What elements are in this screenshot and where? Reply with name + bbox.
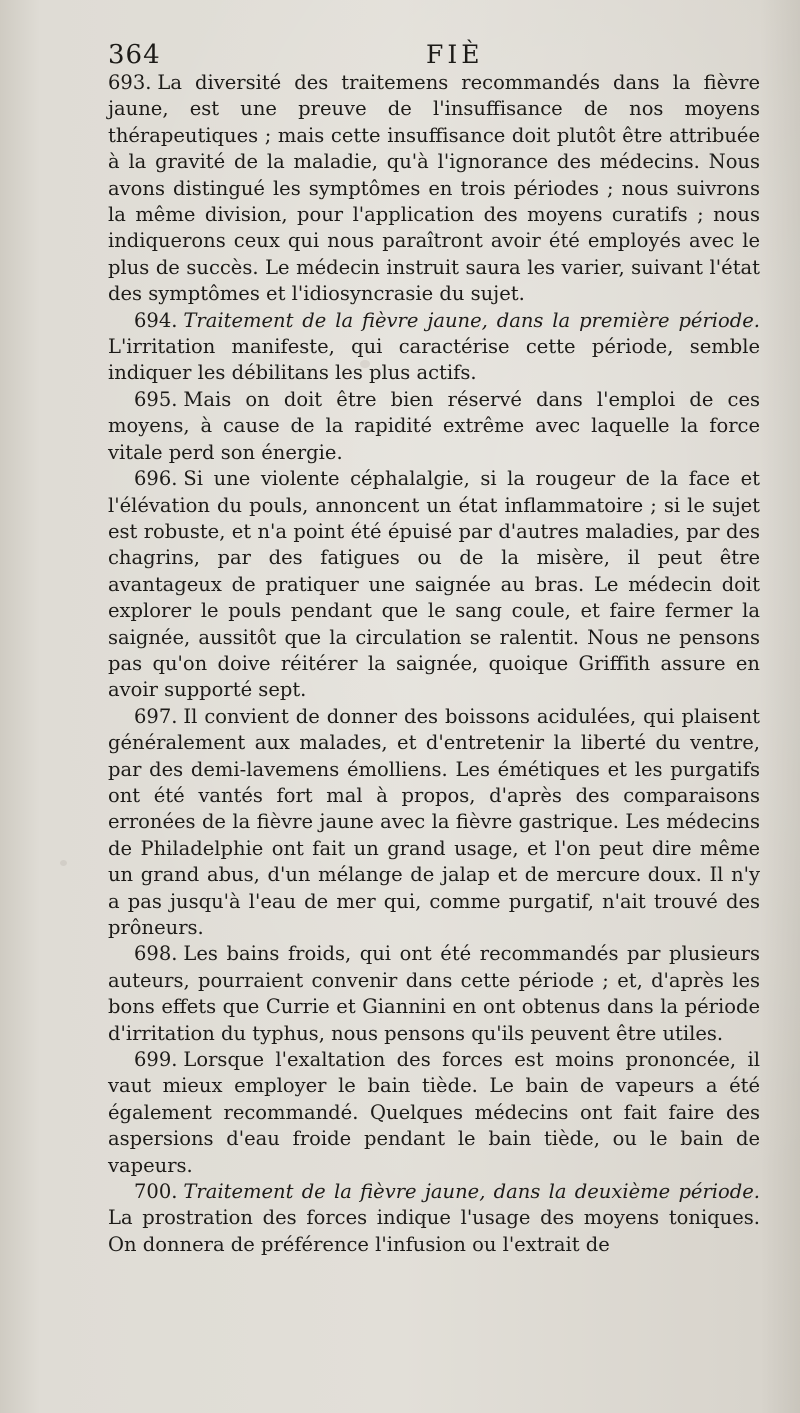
paragraph-text: Il convient de donner des boissons acidulées, qui plaisent généralement aux malades, et d'entretenir la liberté du ventre, par des demi-lavemens émolliens. Les émétiques et les purgatifs ont été vantés fort mal à propos, d'après des comparaisons erronées de la fièvre jaune avec la fièvre gastrique. Les médecins de Philadelphie ont fait un grand usage, et l'on peut dire même un grand abus, d'un mélange de jalap et de mercure doux. Il n'y a pas jusqu'à l'eau de mer qui, comme purgatif, n'ait trouvé des prôneurs. — [108, 704, 760, 939]
paragraph-700 — [108, 1179, 760, 1258]
section-heading: Traitement de la fièvre jaune, dans la première période. — [183, 308, 760, 332]
paragraph-699 — [108, 1047, 760, 1179]
paragraph-696 — [108, 466, 760, 704]
paragraph-text: Mais on doit être bien réservé dans l'emploi de ces moyens, à cause de la rapidité extrême avec laquelle la force vitale perd son énergie. — [108, 387, 760, 464]
paragraph-695 — [108, 387, 760, 466]
running-title: FIÈ — [426, 40, 484, 69]
paper-stain — [60, 860, 67, 866]
paragraph-number: 695. — [134, 387, 178, 411]
paragraph-694 — [108, 308, 760, 387]
paragraph-number: 697. — [134, 704, 178, 728]
paragraph-number: 696. — [134, 467, 178, 491]
running-head — [108, 34, 760, 70]
paragraph-698 — [108, 941, 760, 1047]
paragraph-693 — [108, 70, 760, 308]
paragraph-number: 694. — [134, 308, 178, 332]
paragraph-number: 700. — [134, 1180, 178, 1204]
paragraph-text: La diversité des traitemens recommandés dans la fièvre jaune, est une preuve de l'insuffisance de nos moyens thérapeutiques ; mais cette insuffisance doit plutôt être attribuée à la gravité de la maladie, qu'à l'ignorance des médecins. Nous avons distingué les symptômes en trois périodes ; nous suivrons la même division, pour l'application des moyens curatifs ; nous indiquerons ceux qui nous paraîtront avoir été employés avec le plus de succès. Le médecin instruit saura les varier, suivant l'état des symptômes et l'idiosyncrasie du sujet. — [108, 71, 760, 306]
paragraph-text: L'irritation manifeste, qui caractérise cette période, semble indiquer les débilitans les plus actifs. — [108, 335, 760, 385]
paragraph-text: Lorsque l'exaltation des forces est moins prononcée, il vaut mieux employer le bain tiède. Le bain de vapeurs a été également recommandé. Quelques médecins ont fait faire des aspersions d'eau froide pendant le bain tiède, ou le bain de vapeurs. — [108, 1048, 760, 1177]
body-text — [108, 70, 760, 1258]
paragraph-number: 699. — [134, 1048, 178, 1072]
paragraph-number: 693. — [108, 71, 152, 94]
paragraph-text: Les bains froids, qui ont été recommandés par plusieurs auteurs, pourraient convenir dans cette période ; et, d'après les bons effets que Currie et Giannini en ont obtenus dans la période d'irritation du typhus, nous pensons qu'ils peuvent être utiles. — [108, 942, 760, 1045]
paragraph-number: 698. — [134, 942, 178, 966]
paragraph-text: La prostration des forces indique l'usage des moyens toniques. On donnera de préférence l'infusion ou l'extrait de — [108, 1206, 760, 1256]
paragraph-697 — [108, 704, 760, 942]
section-heading: Traitement de la fièvre jaune, dans la deuxième période. — [183, 1180, 760, 1204]
page-number: 364 — [108, 40, 161, 70]
paragraph-text: Si une violente céphalalgie, si la rougeur de la face et l'élévation du pouls, annoncent un état inflammatoire ; si le sujet est robuste, et n'a point été épuisé par d'autres maladies, par des chagrins, par des fatigues ou de la misère, il peut être avantageux de pratiquer une saignée au bras. Le médecin doit explorer le pouls pendant que le sang coule, et faire fermer la saignée, aussitôt que la circulation se ralentit. Nous ne pensons pas qu'on doive réitérer la saignée, quoique Griffith assure en avoir supporté sept. — [108, 467, 760, 702]
